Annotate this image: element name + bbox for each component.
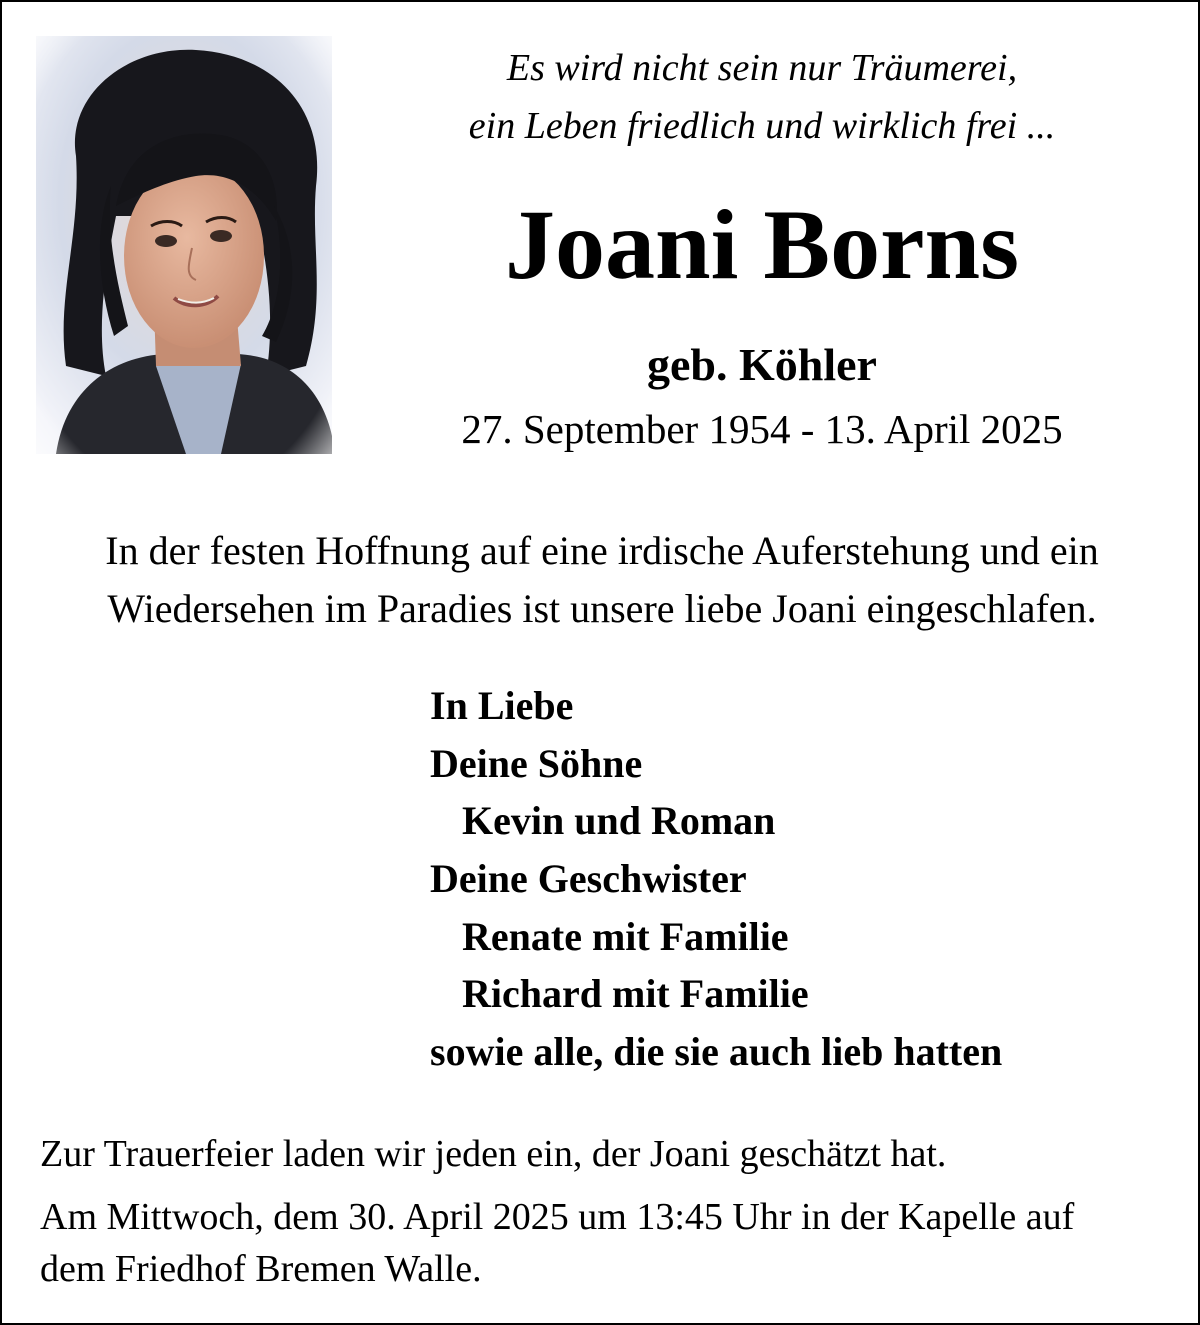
message-line-1: In der festen Hoffnung auf eine irdische Auferstehung und ein <box>105 528 1099 573</box>
signoff-siblings-heading: Deine Geschwister <box>430 856 747 901</box>
ceremony-details-line-1: Am Mittwoch, dem 30. April 2025 um 13:45 Uhr in der Kapelle auf <box>40 1196 1075 1238</box>
portrait-icon <box>36 36 332 454</box>
signoff-all-loved-ones: sowie alle, die sie auch lieb hatten <box>430 1029 1003 1074</box>
signoff-in-liebe: In Liebe <box>430 683 574 728</box>
signoff-sibling-richard: Richard mit Familie <box>462 971 809 1016</box>
deceased-name: Joani Borns <box>504 189 1019 300</box>
birth-name: geb. Köhler <box>647 339 877 390</box>
signoff-sons-heading: Deine Söhne <box>430 741 643 786</box>
signoff-sons-names: Kevin und Roman <box>462 798 776 843</box>
ceremony-invitation: Zur Trauerfeier laden wir jeden ein, der Joani geschätzt hat. <box>40 1133 947 1175</box>
life-dates: 27. September 1954 - 13. April 2025 <box>461 406 1063 452</box>
motto-line-2: ein Leben friedlich und wirklich frei ... <box>468 105 1056 147</box>
message-line-2: Wiedersehen im Paradies ist unsere liebe Joani eingeschlafen. <box>107 586 1097 631</box>
motto-line-1: Es wird nicht sein nur Träumerei, <box>506 47 1018 89</box>
signoff-sibling-renate: Renate mit Familie <box>462 914 789 959</box>
ceremony-details-line-2: dem Friedhof Bremen Walle. <box>40 1248 482 1290</box>
portrait-photo <box>36 36 332 454</box>
